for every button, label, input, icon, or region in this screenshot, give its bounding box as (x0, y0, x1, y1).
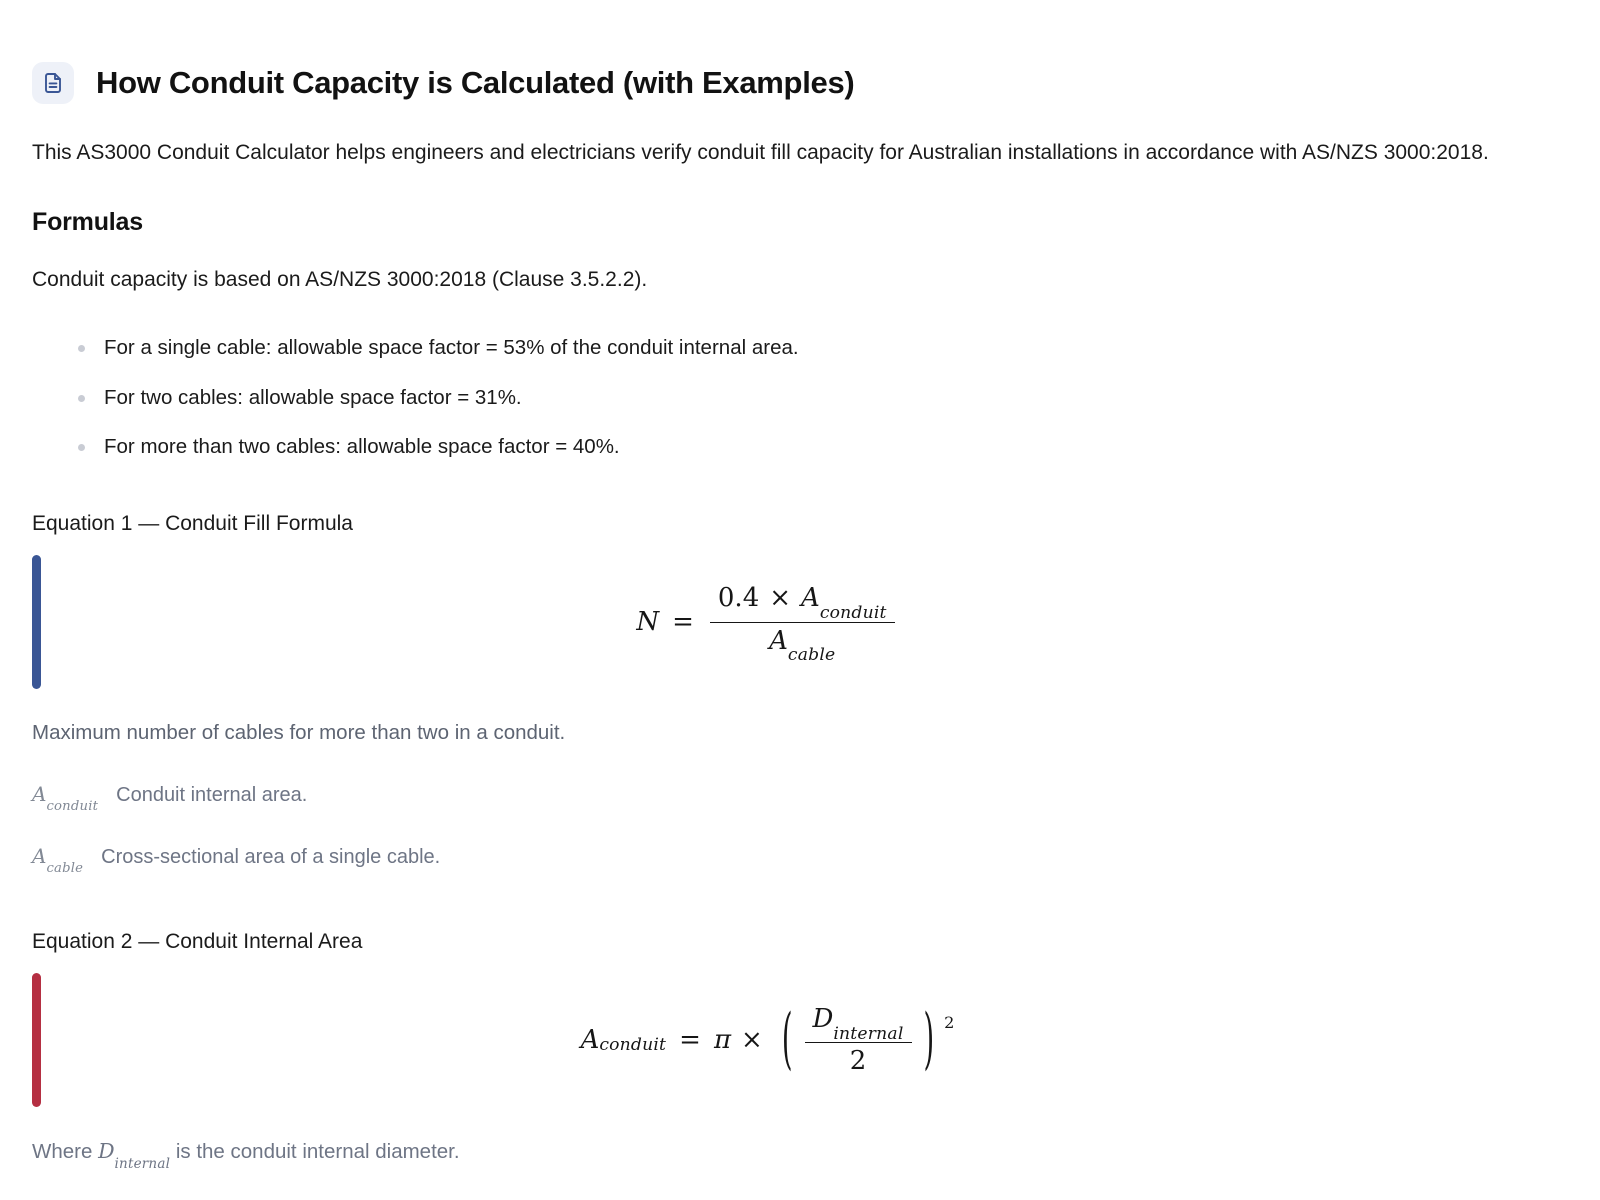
equation-1-lhs: N (636, 607, 660, 638)
equation-1-accent-bar (32, 555, 41, 689)
intro-paragraph: This AS3000 Conduit Calculator helps engineers and electricians verify conduit fill capacity for Australian installations in accordance with AS/NZS 3000:2018. (32, 141, 1489, 164)
list-item (32, 334, 1552, 363)
bullet-dot-icon (78, 444, 85, 451)
list-item-label: For more than two cables: allowable space factor = 40%. (104, 435, 620, 459)
list-item-label: For two cables: allowable space factor = 31%. (104, 385, 522, 409)
equation-1-denominator-subscript: cable (787, 645, 836, 666)
definition-row-conduit-area (32, 781, 1552, 815)
formulas-heading: Formulas (32, 208, 143, 237)
equation-2-accent-bar (32, 973, 41, 1107)
where-symbol-subscript: internal (114, 1155, 171, 1172)
equation-2-times-operator: × (741, 1025, 763, 1056)
equation-2-where-note (32, 1137, 1552, 1172)
definition-symbol-base: A (32, 843, 47, 868)
definition-symbol-subscript: cable (46, 861, 84, 877)
definition-symbol-base: A (32, 781, 47, 806)
document-icon (32, 62, 74, 104)
bullet-dot-icon (78, 345, 85, 352)
equation-2-block (32, 969, 1552, 1111)
where-suffix: is the conduit internal diameter. (170, 1140, 460, 1164)
space-factor-list (32, 334, 1552, 462)
definition-row-cable-area (32, 843, 1552, 877)
equation-2-formula (580, 1001, 955, 1078)
page-header (32, 62, 1552, 104)
equation-1-equals: = (672, 607, 694, 638)
equation-1-coefficient: 0.4 (717, 583, 760, 614)
equation-2-lhs-subscript: conduit (599, 1035, 667, 1056)
equation-2-denominator (842, 1043, 875, 1077)
equation-1-fraction (710, 583, 895, 666)
definition-symbol (32, 843, 84, 877)
equation-2-equals: = (679, 1025, 701, 1056)
equation-2-lhs-symbol: A (580, 1025, 600, 1056)
equation-2-numerator-symbol: D (812, 1004, 834, 1035)
section-spacer (32, 906, 1552, 928)
equation-1-denominator (761, 623, 843, 666)
page-title: How Conduit Capacity is Calculated (with Examples) (96, 65, 855, 101)
equation-1-label: Equation 1 — Conduit Fill Formula (32, 511, 353, 535)
equation-1-numerator-subscript: conduit (819, 603, 887, 624)
equation-1-caption: Maximum number of cables for more than two in a conduit. (32, 721, 566, 745)
equation-1-block (32, 551, 1552, 693)
equation-2-exponent: 2 (944, 1013, 955, 1033)
equation-2-label: Equation 2 — Conduit Internal Area (32, 929, 363, 953)
definition-symbol-subscript: conduit (46, 799, 99, 815)
where-prefix: Where (32, 1140, 99, 1164)
where-symbol (98, 1139, 171, 1172)
equation-2-numerator (805, 1006, 912, 1043)
equation-1-times-operator: × (769, 583, 792, 614)
equation-2-numerator-subscript: internal (833, 1023, 904, 1044)
list-item (32, 433, 1552, 462)
right-paren-icon: ) (923, 1001, 935, 1078)
bullet-dot-icon (78, 395, 85, 402)
definition-symbol (32, 781, 99, 815)
left-paren-icon: ( (781, 1001, 793, 1078)
equation-1-denominator-symbol: A (769, 625, 788, 656)
equation-1-formula (636, 583, 897, 666)
list-item-label: For a single cable: allowable space factor = 53% of the conduit internal area. (104, 335, 799, 359)
equation-2-fraction (805, 1004, 912, 1077)
where-symbol-base: D (98, 1139, 115, 1164)
definition-text: Conduit internal area. (116, 783, 308, 806)
equation-1-numerator (710, 585, 895, 622)
equation-2-denominator-value: 2 (849, 1046, 867, 1077)
formulas-lede: Conduit capacity is based on AS/NZS 3000:2018 (Clause 3.5.2.2). (32, 268, 648, 292)
definition-text: Cross-sectional area of a single cable. (101, 845, 441, 868)
list-item (32, 384, 1552, 413)
equation-2-pi-symbol: π (713, 1025, 732, 1056)
equation-1-numerator-symbol: A (801, 583, 820, 614)
